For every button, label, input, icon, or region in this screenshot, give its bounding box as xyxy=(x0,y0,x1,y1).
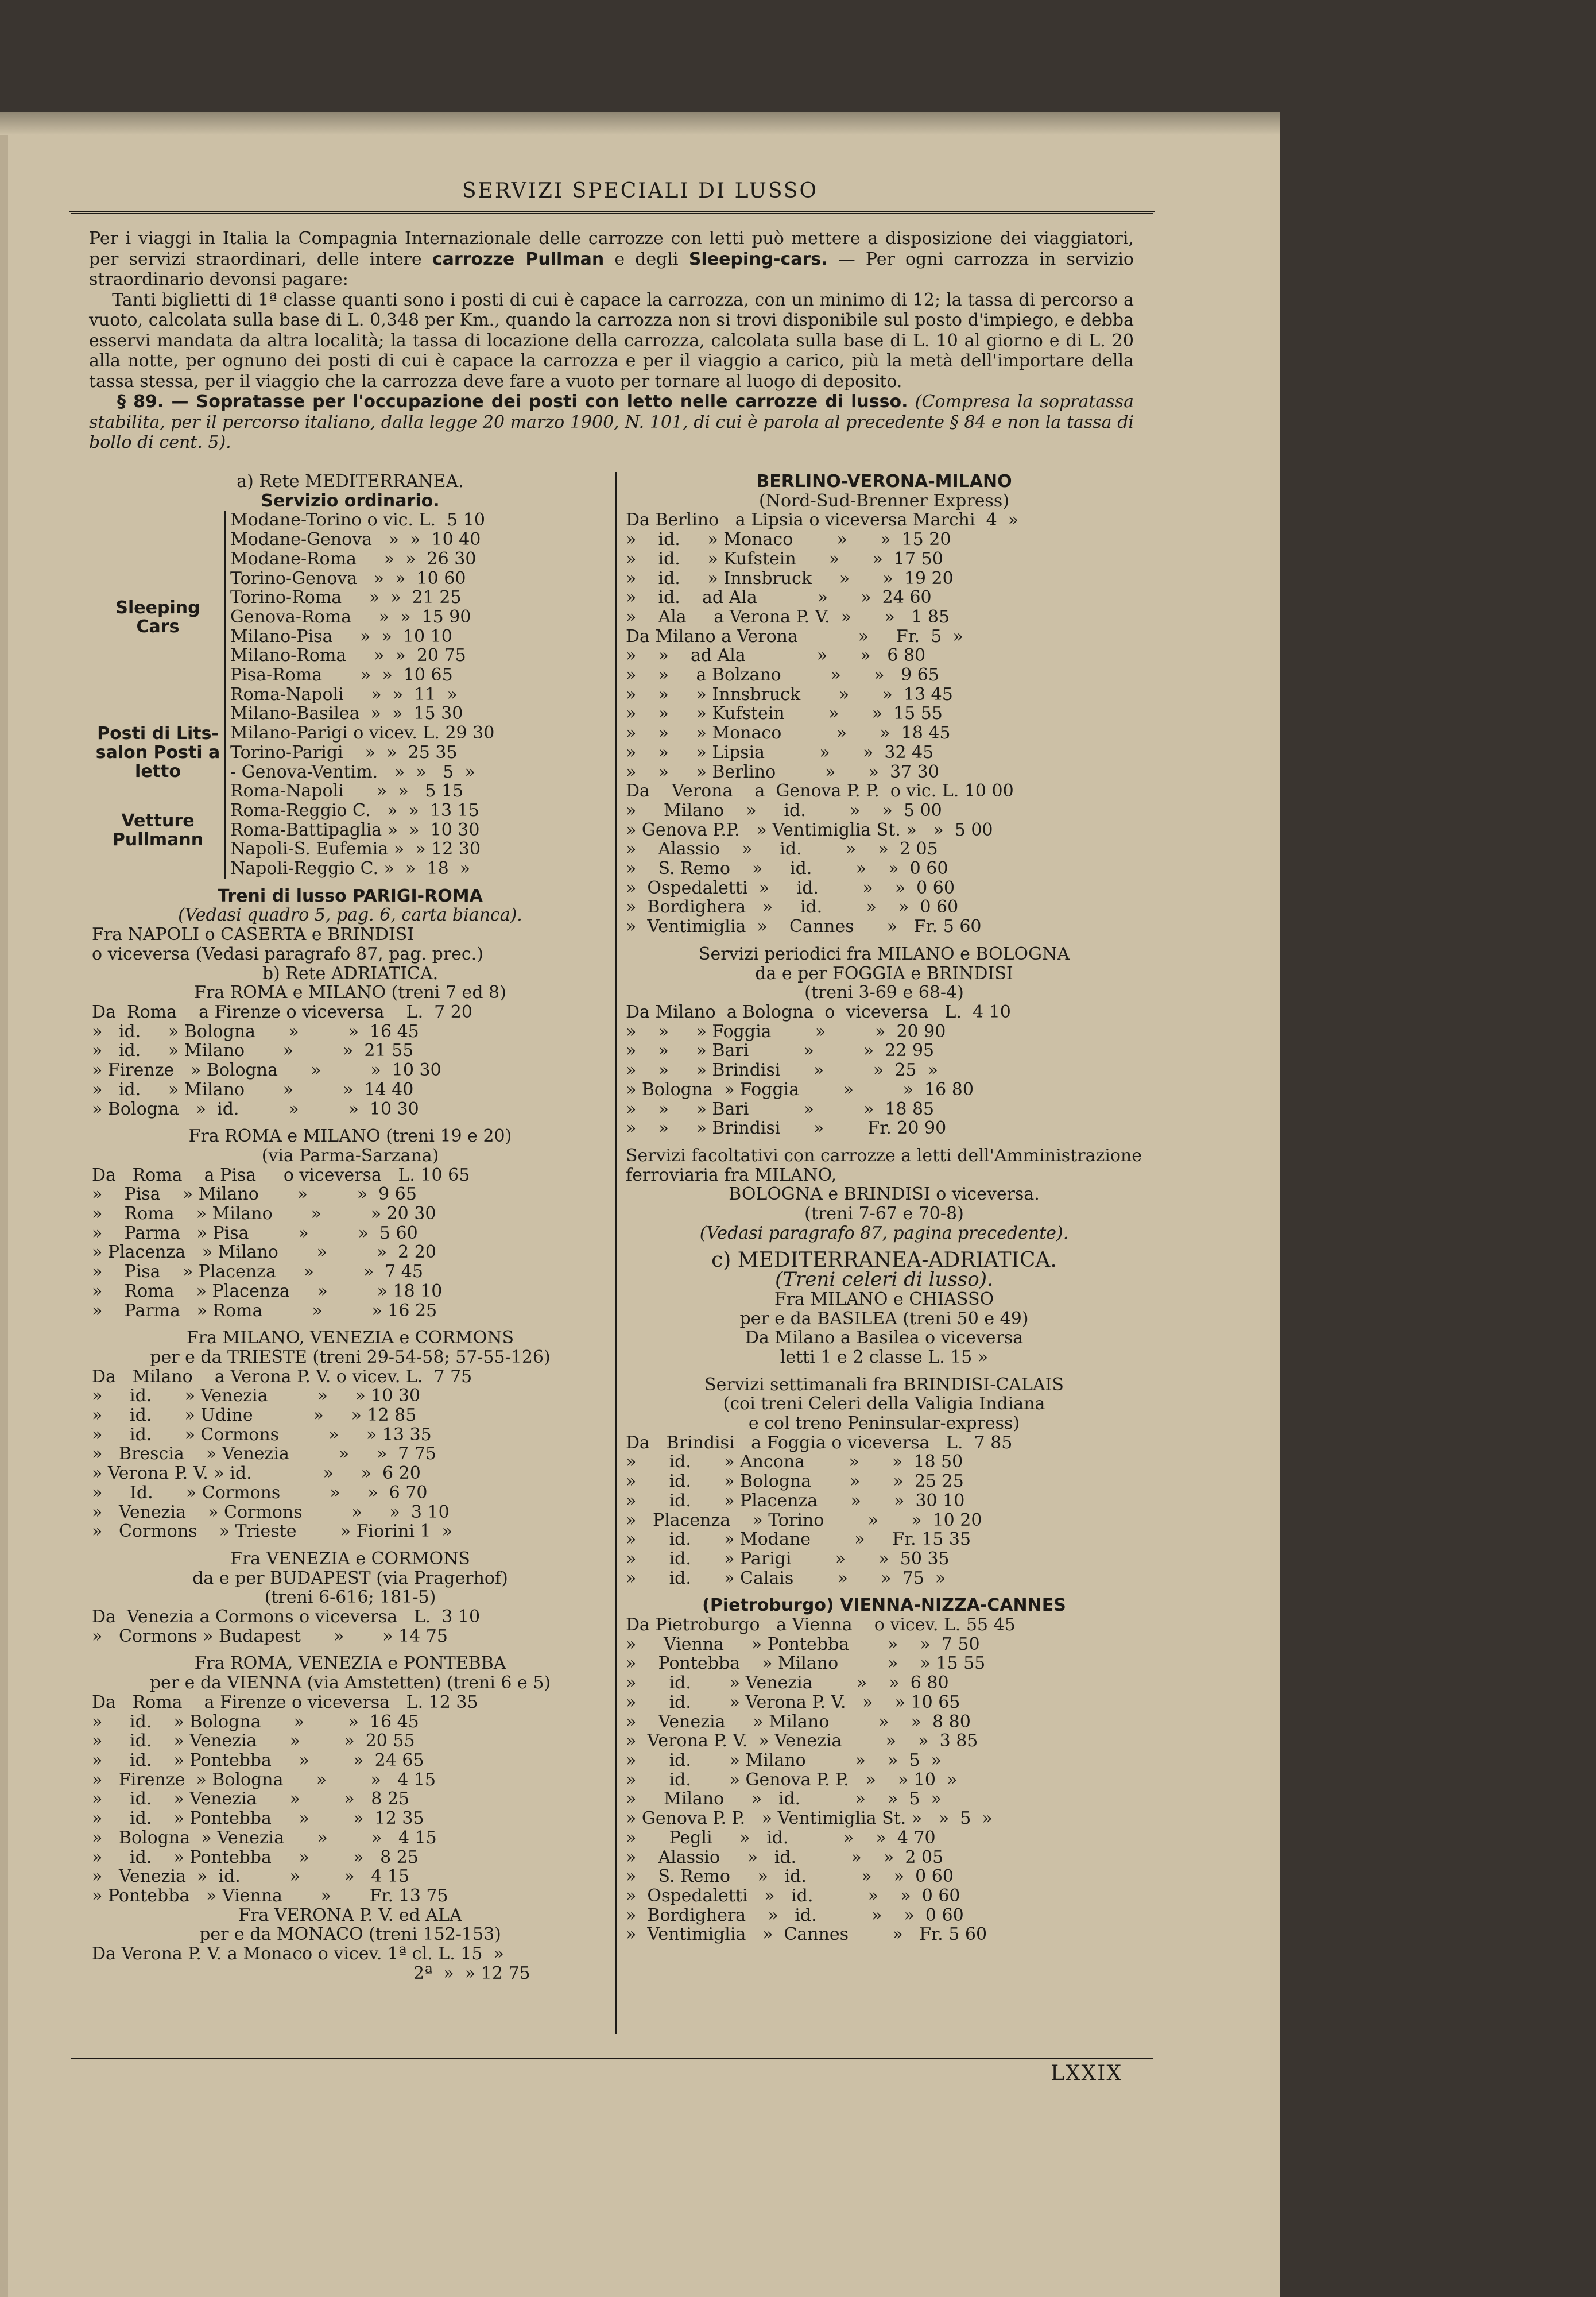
table-row: » » » Foggia » » 20 90 xyxy=(626,1022,946,1042)
treni-lusso-note: (Vedasi quadro 5, pag. 6, carta bianca). xyxy=(178,905,522,926)
table-row: » id. » Venezia » » 20 55 xyxy=(92,1731,415,1751)
table-row: » Venezia » Cormons » » 3 10 xyxy=(92,1502,450,1522)
table-row: » id. » Venezia » » 10 30 xyxy=(92,1386,421,1406)
table-row: » Bologna » id. » » 10 30 xyxy=(92,1099,419,1119)
table-row: » » » Innsbruck » » 13 45 xyxy=(626,685,953,705)
table-row: » Verona P. V. » Venezia » » 3 85 xyxy=(626,1731,978,1751)
verona-ala-sub: per e da MONACO (treni 152-153) xyxy=(199,1924,501,1945)
table-row: » id. » Modane » Fr. 15 35 xyxy=(626,1530,971,1549)
table-row: » Bordighera » id. » » 0 60 xyxy=(626,898,959,918)
table-row: » id. » Monaco » » 15 20 xyxy=(626,530,951,550)
napoli-line-2: o viceversa (Vedasi paragrafo 87, pag. prec.) xyxy=(92,944,483,964)
roma-pontebba-title: Fra ROMA, VENEZIA e PONTEBBA xyxy=(194,1653,506,1674)
table-row: Modane-Genova » » 10 40 xyxy=(230,530,481,550)
venezia-cormons-title: Fra VENEZIA e CORMONS xyxy=(230,1548,470,1569)
table-row: » id. » Verona P. V. » » 10 65 xyxy=(626,1692,960,1712)
table-row: » id. » Milano » » 21 55 xyxy=(92,1041,414,1061)
table-row: Torino-Genova » » 10 60 xyxy=(230,569,466,589)
table-row: » id. » Ancona » » 18 50 xyxy=(626,1452,963,1472)
table-row: Da Brindisi a Foggia o viceversa L. 7 85 xyxy=(626,1433,1013,1453)
table-row: » Bologna » Foggia » » 16 80 xyxy=(626,1080,974,1100)
table-row: Da Berlino a Lipsia o viceversa Marchi 4 » xyxy=(626,511,1019,531)
page-left-edge xyxy=(0,135,8,2297)
facoltativi-text-2: BOLOGNA e BRINDISI o viceversa. xyxy=(729,1184,1040,1205)
table-row: » id. » Cormons » » 13 35 xyxy=(92,1425,432,1445)
verona-ala-title: Fra VERONA P. V. ed ALA xyxy=(238,1905,462,1925)
table-row: » S. Remo » id. » » 0 60 xyxy=(626,1867,954,1886)
table-row: » Parma » Pisa » » 5 60 xyxy=(92,1223,418,1243)
table-row: Napoli-Reggio C. » » 18 » xyxy=(230,859,471,879)
table-row: - Genova-Ventim. » » 5 » xyxy=(230,762,475,782)
table-row: » id. » Kufstein » » 17 50 xyxy=(626,549,943,569)
brindisi-calais-sub2: e col treno Peninsular-express) xyxy=(748,1413,1020,1434)
table-row: » Bologna » Venezia » » 4 15 xyxy=(92,1828,437,1848)
table-row: » Verona P. V. » id. » » 6 20 xyxy=(92,1464,421,1483)
table-row: » Alassio » id. » » 2 05 xyxy=(626,1847,944,1867)
table-row: » id. » Venezia » » 6 80 xyxy=(626,1673,949,1693)
sleeping-group xyxy=(92,511,609,724)
milano-bologna-title: Servizi periodici fra MILANO e BOLOGNA xyxy=(698,943,1070,964)
table-row: » Placenza » Torino » » 10 20 xyxy=(626,1510,982,1530)
table-row: 2ª » » 12 75 xyxy=(413,1963,530,1983)
table-row: » id. » Placenza » » 30 10 xyxy=(626,1491,965,1511)
intro-pay: — Per ogni carrozza in servizio straordinario devonsi pagare: xyxy=(89,249,1134,289)
table-row: Da Roma a Firenze o viceversa L. 12 35 xyxy=(92,1692,478,1712)
sleeping-rows xyxy=(224,511,485,724)
table-row: » Pegli » id. » » 4 70 xyxy=(626,1828,936,1848)
table-row: » id. » Bologna » » 16 45 xyxy=(92,1022,419,1042)
table-row: Da Milano a Bologna o viceversa L. 4 10 xyxy=(626,1002,1011,1022)
napoli-line-1: Fra NAPOLI o CASERTA e BRINDISI xyxy=(92,925,415,945)
column-divider xyxy=(615,472,617,2034)
intro-p3-title: § 89. — Sopratasse per l'occupazione dei posti con letto nelle carrozze di lusso. xyxy=(117,392,908,412)
milano-chiasso-title: Fra MILANO e CHIASSO xyxy=(774,1289,994,1309)
table-row: » Ventimiglia » Cannes » Fr. 5 60 xyxy=(626,1925,987,1945)
milano-chiasso-sub: per e da BASILEA (treni 50 e 49) xyxy=(739,1308,1029,1329)
table-row: » » » Kufstein » » 15 55 xyxy=(626,704,943,724)
milano-venezia-sub: per e da TRIESTE (treni 29-54-58; 57-55-126) xyxy=(150,1347,551,1367)
table-row: » id. » Venezia » » 8 25 xyxy=(92,1789,410,1809)
table-row: » Roma » Milano » » 20 30 xyxy=(92,1204,436,1224)
brindisi-calais-sub: (coi treni Celeri della Valigia Indiana xyxy=(723,1394,1045,1414)
table-row: » Venezia » Milano » » 8 80 xyxy=(626,1712,971,1732)
table-row: » Ospedaletti » id. » » 0 60 xyxy=(626,1886,960,1906)
table-row: Torino-Parigi » » 25 35 xyxy=(230,743,458,763)
table-row: Torino-Roma » » 21 25 xyxy=(230,588,462,608)
table-row: » id. » Milano » » 14 40 xyxy=(92,1080,414,1100)
roma-milano-1-title: Fra ROMA e MILANO (treni 7 ed 8) xyxy=(194,983,506,1003)
berlino-title: BERLINO-VERONA-MILANO xyxy=(756,471,1012,492)
table-row: Genova-Roma » » 15 90 xyxy=(230,607,471,627)
table-row: » » » Berlino » » 37 30 xyxy=(626,762,939,782)
milano-chiasso-price: letti 1 e 2 classe L. 15 » xyxy=(780,1347,989,1367)
berlino-sub: (Nord-Sud-Brenner Express) xyxy=(759,490,1009,511)
table-row: » Cormons » Trieste » Fiorini 1 » xyxy=(92,1522,453,1541)
intro-pullman: carrozze Pullman xyxy=(432,249,605,269)
table-row: » Roma » Placenza » » 18 10 xyxy=(92,1281,443,1301)
table-row: Milano-Parigi o vicev. L. 29 30 xyxy=(230,724,495,743)
table-row: » Pontebba » Milano » » 15 55 xyxy=(626,1654,986,1674)
table-row: » Venezia » id. » » 4 15 xyxy=(92,1867,410,1886)
table-row: » id. » Calais » » 75 » xyxy=(626,1568,946,1588)
table-row: » Firenze » Bologna » » 4 15 xyxy=(92,1770,436,1790)
page-top-edge xyxy=(0,112,1280,135)
brindisi-calais-title: Servizi settimanali fra BRINDISI-CALAIS xyxy=(704,1374,1064,1395)
section-b-title: b) Rete ADRIATICA. xyxy=(262,963,439,984)
facoltativi-note: (Vedasi paragrafo 87, pagina precedente). xyxy=(699,1223,1069,1243)
table-row: » » a Bolzano » » 9 65 xyxy=(626,666,939,685)
intro-text xyxy=(89,229,1134,453)
table-row: Da Roma a Pisa o viceversa L. 10 65 xyxy=(92,1165,470,1185)
table-row: » Ospedaletti » id. » » 0 60 xyxy=(626,878,955,898)
milano-venezia-title: Fra MILANO, VENEZIA e CORMONS xyxy=(186,1328,514,1348)
roma-milano-2-sub: (via Parma-Sarzana) xyxy=(261,1145,439,1166)
section-a-sub: Servizio ordinario. xyxy=(261,490,440,511)
venezia-cormons-sub: da e per BUDAPEST (via Pragerhof) xyxy=(192,1568,508,1588)
table-row: » » ad Ala » » 6 80 xyxy=(626,646,926,666)
table-row: Roma-Napoli » » 5 15 xyxy=(230,782,464,801)
table-row: » id. » Pontebba » » 8 25 xyxy=(92,1847,419,1867)
milano-chiasso-row: Da Milano a Basilea o viceversa xyxy=(745,1328,1024,1348)
table-row: Da Milano a Verona » Fr. 5 » xyxy=(626,627,963,647)
table-row: » Milano » id. » » 5 » xyxy=(626,1789,942,1809)
sleeping-label: Sleeping Cars xyxy=(115,597,200,637)
venezia-cormons-sub2: (treni 6-616; 181-5) xyxy=(264,1587,436,1608)
table-row: Modane-Roma » » 26 30 xyxy=(230,549,477,569)
intro-p3-note: (Compresa la sopratassa stabilita, per il percorso italiano, dalla legge 20 marzo 1900, N. 101, di cui è parola al precedente § 84 e non la tassa di bollo di cent. 5). xyxy=(89,392,1134,453)
roma-milano-2-title: Fra ROMA e MILANO (treni 19 e 20) xyxy=(188,1126,512,1147)
section-a-title: a) Rete MEDITERRANEA. xyxy=(237,471,464,492)
table-row: » » » Lipsia » » 32 45 xyxy=(626,743,934,763)
facoltativi-treni: (treni 7-67 e 70-8) xyxy=(804,1204,964,1224)
table-row: Da Venezia a Cormons o viceversa L. 3 10 xyxy=(92,1607,481,1627)
table-row: » Cormons » Budapest » » 14 75 xyxy=(92,1626,448,1646)
table-row: Da Verona a Genova P. P. o vic. L. 10 00 xyxy=(626,782,1014,801)
milano-bologna-sub2: (treni 3-69 e 68-4) xyxy=(804,983,964,1003)
table-row: » id. » Bologna » » 25 25 xyxy=(626,1472,964,1491)
vienna-cannes-title: (Pietroburgo) VIENNA-NIZZA-CANNES xyxy=(702,1595,1066,1616)
intro-sleeping: Sleeping-cars. xyxy=(688,249,828,269)
table-row: » id. » Innsbruck » » 19 20 xyxy=(626,569,954,589)
table-row: Da Roma a Firenze o viceversa L. 7 20 xyxy=(92,1002,472,1022)
table-row: » Pisa » Milano » » 9 65 xyxy=(92,1185,417,1205)
table-row: Milano-Basilea » » 15 30 xyxy=(230,704,463,724)
posti-group xyxy=(92,724,609,782)
table-row: » » » Brindisi » Fr. 20 90 xyxy=(626,1119,947,1138)
table-row: » id. » Udine » » 12 85 xyxy=(92,1406,417,1425)
table-row: » Id. » Cormons » » 6 70 xyxy=(92,1483,428,1503)
table-row: » Firenze » Bologna » » 10 30 xyxy=(92,1061,441,1080)
table-row: » id. » Pontebba » » 24 65 xyxy=(92,1751,424,1770)
right-column xyxy=(626,472,1142,1944)
table-row: » id. » Milano » » 5 » xyxy=(626,1751,942,1770)
page-number: LXXIX xyxy=(1051,2062,1123,2085)
table-row: » id. » Bologna » » 16 45 xyxy=(92,1712,419,1732)
table-row: » Parma » Roma » » 16 25 xyxy=(92,1301,437,1321)
table-row: Da Pietroburgo a Vienna o vicev. L. 55 45 xyxy=(626,1615,1016,1635)
table-row: » » » Monaco » » 18 45 xyxy=(626,724,951,743)
table-row: Roma-Battipaglia » » 10 30 xyxy=(230,820,480,840)
posti-rows xyxy=(224,724,494,782)
table-row: » Brescia » Venezia » » 7 75 xyxy=(92,1444,436,1464)
table-row: » Alassio » id. » » 2 05 xyxy=(626,840,938,860)
table-row: » Vienna » Pontebba » » 7 50 xyxy=(626,1634,980,1654)
table-row: » id. » Pontebba » » 12 35 xyxy=(92,1809,424,1828)
table-row: » Placenza » Milano » » 2 20 xyxy=(92,1243,436,1263)
table-row: Da Verona P. V. a Monaco o vicev. 1ª cl. L. 15 » xyxy=(92,1944,504,1964)
table-row: Roma-Reggio C. » » 13 15 xyxy=(230,801,479,821)
table-row: » id. » Genova P. P. » » 10 » xyxy=(626,1770,958,1790)
vetture-group xyxy=(92,782,609,879)
table-row: » id. ad Ala » » 24 60 xyxy=(626,588,932,608)
table-row: » Pisa » Placenza » » 7 45 xyxy=(92,1262,423,1282)
section-c-sub: (Treni celeri di lusso). xyxy=(775,1268,993,1291)
table-row: Modane-Torino o vic. L. 5 10 xyxy=(230,511,485,531)
table-row: Napoli-S. Eufemia » » 12 30 xyxy=(230,840,481,860)
table-row: » Ala a Verona P. V. » » 1 85 xyxy=(626,607,950,627)
table-row: » Bordighera » id. » » 0 60 xyxy=(626,1905,964,1925)
vetture-label: Vetture Pullmann xyxy=(112,810,204,850)
milano-bologna-sub: da e per FOGGIA e BRINDISI xyxy=(755,963,1013,984)
vetture-rows xyxy=(224,782,481,879)
table-row: » Milano » id. » » 5 00 xyxy=(626,801,942,821)
treni-lusso-title: Treni di lusso PARIGI-ROMA xyxy=(218,885,483,906)
posti-label: Posti di Lits-salon Posti a letto xyxy=(95,724,220,782)
roma-pontebba-sub: per e da VIENNA (via Amstetten) (treni 6 e 5) xyxy=(149,1673,551,1693)
table-row: Milano-Pisa » » 10 10 xyxy=(230,627,452,647)
table-row: Da Milano a Verona P. V. o vicev. L. 7 75 xyxy=(92,1367,472,1387)
table-row: Milano-Roma » » 20 75 xyxy=(230,646,466,666)
table-row: » Ventimiglia » Cannes » Fr. 5 60 xyxy=(626,917,982,937)
table-row: » id. » Parigi » » 50 35 xyxy=(626,1549,950,1569)
facoltativi-text: Servizi facoltativi con carrozze a letti dell'Amministrazione ferroviaria fra MILANO, xyxy=(626,1145,1142,1185)
left-column xyxy=(92,472,609,1983)
table-row: » Genova P.P. » Ventimiglia St. » » 5 00 xyxy=(626,820,993,840)
table-row: » Genova P. P. » Ventimiglia St. » » 5 » xyxy=(626,1809,993,1828)
table-row: Roma-Napoli » » 11 » xyxy=(230,685,458,705)
table-row: Pisa-Roma » » 10 65 xyxy=(230,666,453,685)
intro-e: e degli xyxy=(614,249,679,269)
table-row: » » » Brindisi » » 25 » xyxy=(626,1061,938,1080)
section-c-title: c) MEDITERRANEA-ADRIATICA. xyxy=(711,1248,1057,1273)
intro-p2: Tanti biglietti di 1ª classe quanti sono i posti di cui è capace la carrozza, con un minimo di 12; la tassa di percorso a vuoto, calcolata sulla base di L. 0,348 per Km., quando la carrozza non si trovi disponibile sul posto d'impiego, e debba esservi mandata da altra località; la tassa di locazione della carrozza, calcolata sulla base di L. 10 al giorno e di L. 20 alla notte, per ognuno dei posti di cui è capace la carrozza e per il viaggio a carico, più la metà dell'importare della tassa stessa, per il viaggio che la carrozza deve fare a vuoto per tornare al luogo di deposito. xyxy=(89,289,1134,392)
table-row: » Pontebba » Vienna » Fr. 13 75 xyxy=(92,1886,448,1906)
page-header: SERVIZI SPECIALI DI LUSSO xyxy=(462,179,819,203)
table-row: » S. Remo » id. » » 0 60 xyxy=(626,859,948,879)
table-row: » » » Bari » » 22 95 xyxy=(626,1041,935,1061)
table-row: » » » Bari » » 18 85 xyxy=(626,1099,935,1119)
intro-p1: Per i viaggi in Italia la Compagnia Internazionale delle carrozze con letti può mettere a disposizione dei viaggiatori, per servizi straordinari, delle intere xyxy=(89,229,1134,269)
